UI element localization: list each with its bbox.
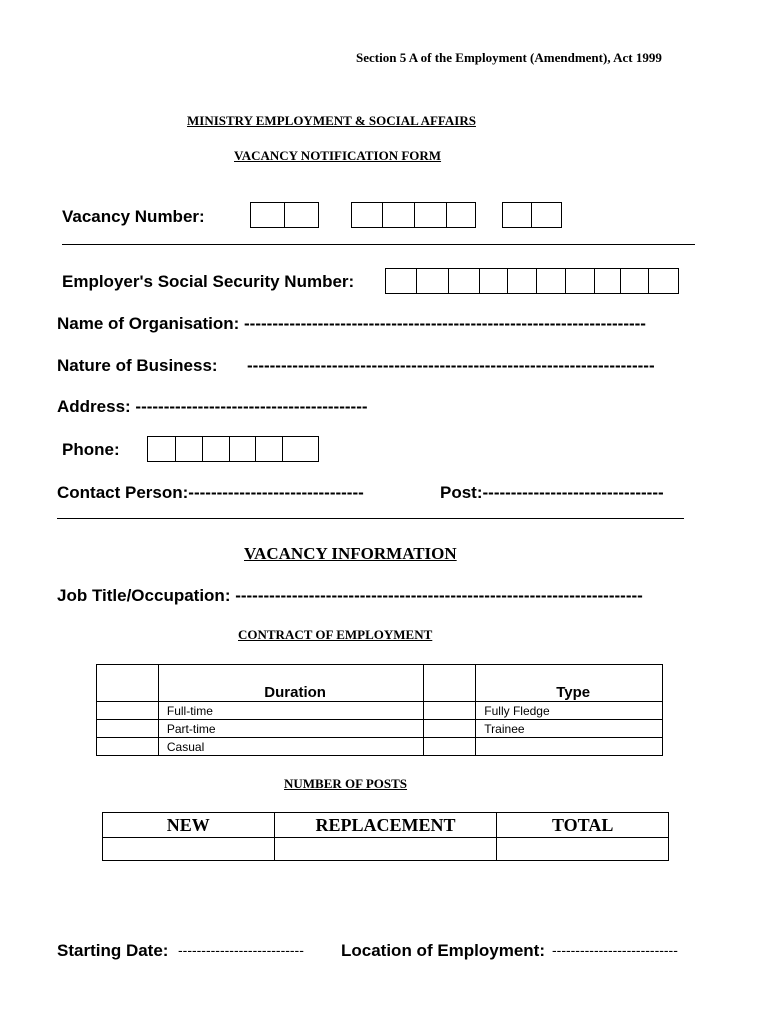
type-header: Type xyxy=(476,665,663,702)
vacancy-number-boxes-group-2[interactable] xyxy=(351,202,476,228)
phone-boxes[interactable] xyxy=(147,436,319,462)
replacement-column-header: REPLACEMENT xyxy=(274,813,497,838)
nature-of-business-label: Nature of Business: xyxy=(57,356,218,375)
digit-box[interactable] xyxy=(595,269,621,293)
contract-title: CONTRACT OF EMPLOYMENT xyxy=(238,627,433,642)
digit-box[interactable] xyxy=(537,269,566,293)
contract-check-cell[interactable] xyxy=(424,738,476,756)
ssn-label: Employer's Social Security Number: xyxy=(62,272,355,291)
vacancy-number-label: Vacancy Number: xyxy=(62,207,205,226)
job-title-field[interactable]: Job Title/Occupation: ------------------------------------------------------------------------ xyxy=(57,586,643,605)
location-of-employment-label: Location of Employment: xyxy=(341,941,545,960)
digit-box[interactable] xyxy=(480,269,508,293)
phone-label: Phone: xyxy=(62,440,120,459)
digit-box[interactable] xyxy=(447,203,475,227)
digit-box[interactable] xyxy=(649,269,678,293)
duration-option: Part-time xyxy=(158,720,424,738)
digit-box[interactable] xyxy=(532,203,561,227)
digit-box[interactable] xyxy=(352,203,383,227)
vacancy-number-boxes-group-3[interactable] xyxy=(502,202,562,228)
type-option: Fully Fledge xyxy=(476,702,663,720)
contract-check-cell[interactable] xyxy=(424,720,476,738)
ministry-title: MINISTRY EMPLOYMENT & SOCIAL AFFAIRS xyxy=(187,113,476,128)
total-posts-input[interactable] xyxy=(497,838,669,861)
digit-box[interactable] xyxy=(251,203,285,227)
separator-line xyxy=(57,518,684,519)
act-reference: Section 5 A of the Employment (Amendment), Act 1999 xyxy=(356,50,662,65)
contract-blank-cell[interactable] xyxy=(424,665,476,702)
digit-box[interactable] xyxy=(417,269,449,293)
digit-box[interactable] xyxy=(176,437,203,461)
digit-box[interactable] xyxy=(415,203,447,227)
digit-box[interactable] xyxy=(508,269,537,293)
total-column-header: TOTAL xyxy=(497,813,669,838)
digit-box[interactable] xyxy=(148,437,176,461)
digit-box[interactable] xyxy=(203,437,230,461)
contract-check-cell[interactable] xyxy=(97,720,159,738)
digit-box[interactable] xyxy=(386,269,417,293)
digit-box[interactable] xyxy=(285,203,318,227)
new-posts-input[interactable] xyxy=(103,838,275,861)
digit-box[interactable] xyxy=(283,437,318,461)
contract-table xyxy=(96,664,663,756)
form-title: VACANCY NOTIFICATION FORM xyxy=(234,148,442,163)
type-option: Trainee xyxy=(476,720,663,738)
separator-line xyxy=(62,244,695,245)
digit-box[interactable] xyxy=(566,269,595,293)
organisation-name-field[interactable]: Name of Organisation: ----------------------------------------------------------------------- xyxy=(57,314,646,333)
duration-option: Casual xyxy=(158,738,424,756)
digit-box[interactable] xyxy=(503,203,532,227)
contract-blank-cell[interactable] xyxy=(97,665,159,702)
location-of-employment-field[interactable]: --------------------------- xyxy=(552,942,678,958)
contract-check-cell[interactable] xyxy=(424,702,476,720)
new-column-header: NEW xyxy=(103,813,275,838)
nature-of-business-field[interactable]: ------------------------------------------------------------------------ xyxy=(247,356,655,375)
duration-option: Full-time xyxy=(158,702,424,720)
replacement-posts-input[interactable] xyxy=(274,838,497,861)
posts-table xyxy=(102,812,669,861)
starting-date-label: Starting Date: xyxy=(57,941,169,960)
contract-check-cell[interactable] xyxy=(97,738,159,756)
number-of-posts-title: NUMBER OF POSTS xyxy=(284,776,408,791)
type-option xyxy=(476,738,663,756)
vacancy-information-title: VACANCY INFORMATION xyxy=(244,544,457,563)
starting-date-field[interactable]: --------------------------- xyxy=(178,942,304,958)
digit-box[interactable] xyxy=(230,437,256,461)
digit-box[interactable] xyxy=(621,269,649,293)
contact-person-field[interactable]: Contact Person:------------------------------- xyxy=(57,483,364,502)
ssn-boxes[interactable] xyxy=(385,268,679,294)
digit-box[interactable] xyxy=(449,269,480,293)
vacancy-number-boxes-group-1[interactable] xyxy=(250,202,319,228)
address-field[interactable]: Address: ----------------------------------------- xyxy=(57,397,368,416)
post-field[interactable]: Post:-------------------------------- xyxy=(440,483,664,502)
digit-box[interactable] xyxy=(383,203,415,227)
duration-header: Duration xyxy=(158,665,424,702)
digit-box[interactable] xyxy=(256,437,283,461)
contract-check-cell[interactable] xyxy=(97,702,159,720)
